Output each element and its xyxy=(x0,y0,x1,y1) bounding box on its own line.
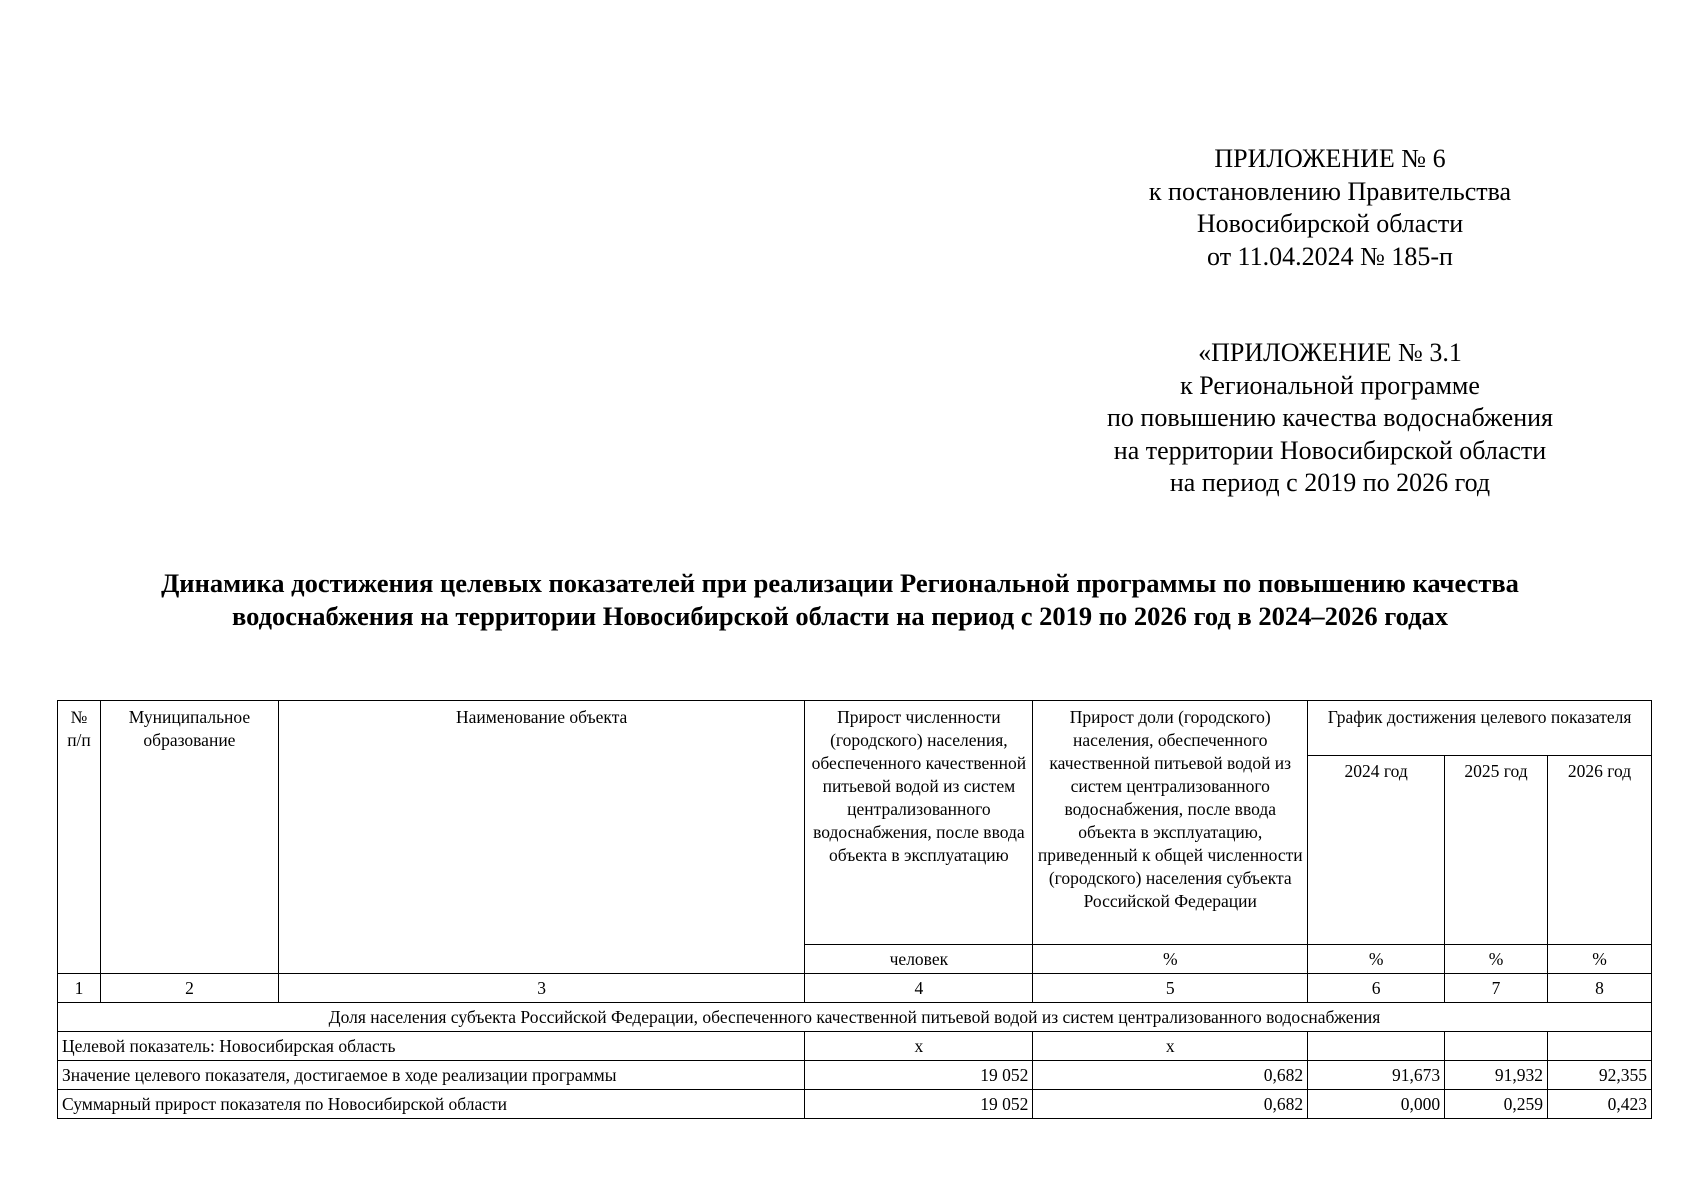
column-number: 4 xyxy=(805,974,1033,1003)
row-2024: 0,000 xyxy=(1308,1090,1445,1119)
section-title: Доля населения субъекта Российской Федерации, обеспеченного качественной питьевой водой из систем централизованного водоснабжения xyxy=(58,1003,1652,1032)
section-title-row xyxy=(58,1003,1652,1032)
header-growth-share: Прирост доли (городского) населения, обеспеченного качественной питьевой водой из систем централизованного водоснабжения, после ввода объекта в эксплуатацию, приведенный к общей численности (городского) населения субъекта Российской Федерации xyxy=(1033,701,1308,945)
column-number: 7 xyxy=(1445,974,1548,1003)
document-title xyxy=(90,567,1590,633)
table-row xyxy=(58,1090,1652,1119)
column-numbers-row xyxy=(58,974,1652,1003)
subappendix-line-1: «ПРИЛОЖЕНИЕ № 3.1 xyxy=(1198,338,1462,367)
title-line-1: Динамика достижения целевых показателей при реализации Региональной программы по повышению качества xyxy=(161,568,1519,598)
row-count: х xyxy=(805,1032,1033,1061)
header-schedule: График достижения целевого показателя xyxy=(1308,701,1652,756)
header-year-2024: 2024 год xyxy=(1308,756,1445,945)
row-2025: 0,259 xyxy=(1445,1090,1548,1119)
row-2024 xyxy=(1308,1032,1445,1061)
title-line-2: водоснабжения на территории Новосибирской области на период с 2019 по 2026 год в 2024–2026 годах xyxy=(231,601,1449,631)
row-count: 19 052 xyxy=(805,1061,1033,1090)
column-number: 8 xyxy=(1548,974,1652,1003)
subappendix-line-2: к Региональной программе xyxy=(1180,370,1480,400)
unit-2025: % xyxy=(1445,945,1548,974)
row-count: 19 052 xyxy=(805,1090,1033,1119)
row-2026: 0,423 xyxy=(1548,1090,1652,1119)
header-year-2026: 2026 год xyxy=(1548,756,1652,945)
unit-count: человек xyxy=(805,945,1033,974)
row-label: Целевой показатель: Новосибирская область xyxy=(58,1032,805,1061)
subappendix-line-4: на территории Новосибирской области xyxy=(1113,435,1547,465)
row-share: х xyxy=(1033,1032,1308,1061)
header-growth-count: Прирост численности (городского) населения, обеспеченного качественной питьевой водой из систем централизованного водоснабжения, после ввода объекта в эксплуатацию xyxy=(805,701,1033,945)
table-row xyxy=(58,1061,1652,1090)
row-2026: 92,355 xyxy=(1548,1061,1652,1090)
column-number: 3 xyxy=(278,974,805,1003)
subappendix-header xyxy=(1080,337,1580,500)
appendix-line-3: Новосибирской области xyxy=(1196,209,1464,238)
unit-2026: % xyxy=(1548,945,1652,974)
subappendix-line-5: на период с 2019 по 2026 год xyxy=(1169,468,1491,497)
appendix-line-4: от 11.04.2024 № 185-п xyxy=(1207,241,1453,271)
row-label: Суммарный прирост показателя по Новосибирской области xyxy=(58,1090,805,1119)
column-number: 2 xyxy=(100,974,278,1003)
unit-share: % xyxy=(1033,945,1308,974)
row-share: 0,682 xyxy=(1033,1061,1308,1090)
header-year-2025: 2025 год xyxy=(1445,756,1548,945)
row-label: Значение целевого показателя, достигаемое в ходе реализации программы xyxy=(58,1061,805,1090)
column-number: 5 xyxy=(1033,974,1308,1003)
column-number: 6 xyxy=(1308,974,1445,1003)
row-2025: 91,932 xyxy=(1445,1061,1548,1090)
header-object: Наименование объекта xyxy=(278,701,805,974)
header-num: № п/п xyxy=(58,701,101,974)
row-share: 0,682 xyxy=(1033,1090,1308,1119)
header-municipality: Муниципальное образование xyxy=(100,701,278,974)
appendix-line-1: ПРИЛОЖЕНИЕ № 6 xyxy=(1214,144,1446,173)
header-row-1 xyxy=(58,701,1652,756)
table-row xyxy=(58,1032,1652,1061)
row-2026 xyxy=(1548,1032,1652,1061)
subappendix-line-3: по повышению качества водоснабжения xyxy=(1106,403,1553,432)
column-number: 1 xyxy=(58,974,101,1003)
unit-2024: % xyxy=(1308,945,1445,974)
indicators-table xyxy=(57,700,1652,1119)
row-2025 xyxy=(1445,1032,1548,1061)
appendix-header xyxy=(1120,143,1540,273)
row-2024: 91,673 xyxy=(1308,1061,1445,1090)
appendix-line-2: к постановлению Правительства xyxy=(1148,176,1512,206)
